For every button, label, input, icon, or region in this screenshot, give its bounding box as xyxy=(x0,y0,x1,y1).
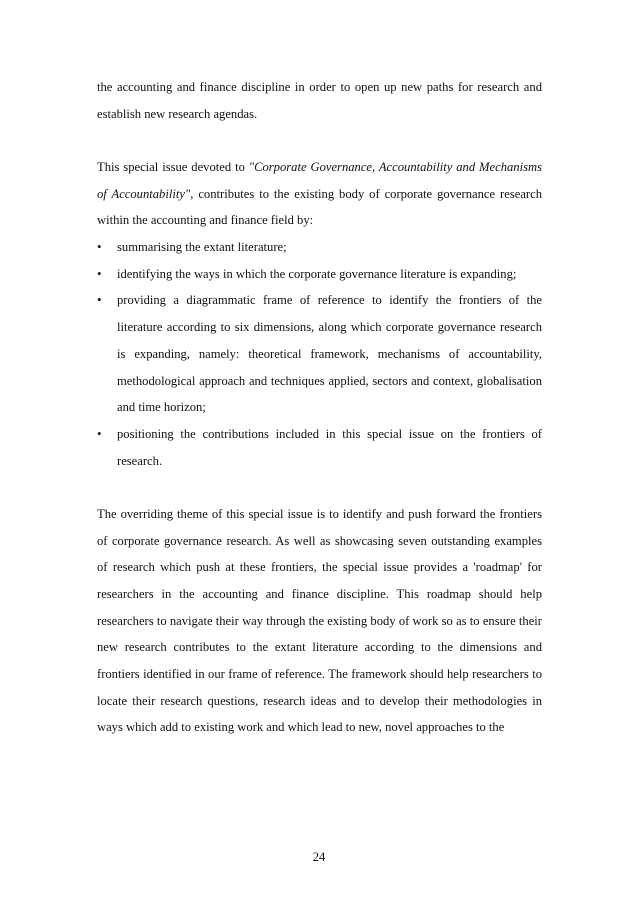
list-item xyxy=(97,421,542,474)
paragraph-gap xyxy=(97,127,542,154)
bullet-icon: • xyxy=(97,239,102,255)
list-item-text: positioning the contributions included in this special issue on the frontiers of research. xyxy=(117,426,542,468)
paragraph-overriding-theme: The overriding theme of this special issue is to identify and push forward the frontiers of corporate governance research. As well as showcasing seven outstanding examples of research which push at these frontiers, the special issue provides a 'roadmap' for researchers in the accounting and finance discipline. This roadmap should help researchers to navigate their way through the existing body of work so as to ensure their new research contributes to the extant literature according to the dimensions and frontiers identified in our frame of reference. The framework should help researchers to locate their research questions, research ideas and to develop their methodologies in ways which add to existing work and which lead to new, novel approaches to the xyxy=(97,506,542,735)
body-text xyxy=(97,74,542,741)
bullet-icon: • xyxy=(97,292,102,308)
paragraph-gap xyxy=(97,474,542,501)
contribution-list xyxy=(97,234,542,474)
intro-text: This special issue devoted to xyxy=(97,159,249,174)
bullet-icon: • xyxy=(97,425,102,441)
list-item-text: summarising the extant literature; xyxy=(117,240,287,255)
page-number: 24 xyxy=(312,850,326,864)
list-item xyxy=(97,287,542,421)
list-item xyxy=(97,261,542,288)
paragraph-special-issue-intro xyxy=(97,154,542,234)
bullet-icon: • xyxy=(97,265,102,281)
special-issue-title: "Corporate Governance, Accountability and Mechanisms of Accountability" xyxy=(97,159,542,201)
list-item xyxy=(97,234,542,261)
list-item-text: providing a diagrammatic frame of reference to identify the frontiers of the literature according to six dimensions, along which corporate governance research is expanding, namely: theoretical framework, mechanisms of accountability, methodological approach and techniques applied, sectors and context, globalisation and time horizon; xyxy=(117,293,542,415)
intro-text-continued: , contributes to the existing body of corporate governance research within the accounting and finance field by: xyxy=(97,186,542,228)
paragraph-continuation: the accounting and finance discipline in order to open up new paths for research and establish new research agendas. xyxy=(97,80,542,121)
list-item-text: identifying the ways in which the corporate governance literature is expanding; xyxy=(117,266,517,281)
